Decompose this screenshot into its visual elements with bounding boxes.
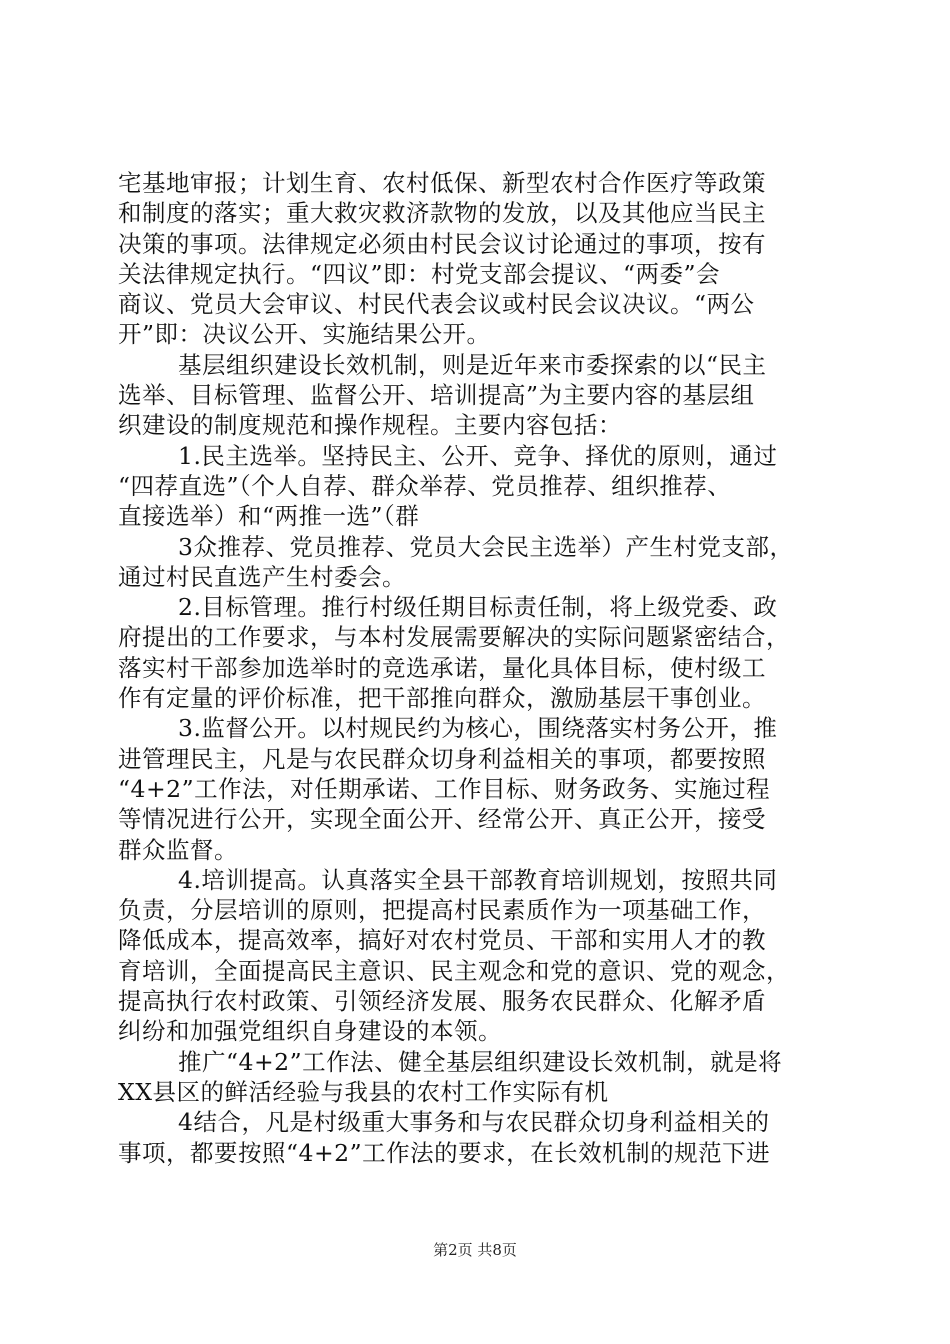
text-line: 决策的事项。法律规定必须由村民会议讨论通过的事项，按有: [118, 229, 766, 258]
text-line: 推广“4+2”工作法、健全基层组织建设长效机制，就是将: [178, 1047, 783, 1076]
text-line: 降低成本，提高效率，搞好对农村党员、干部和实用人才的教: [118, 926, 766, 955]
text-line: 育培训，全面提高民主意识、民主观念和党的意识、党的观念，: [118, 956, 790, 985]
text-line: 织建设的制度规范和操作规程。主要内容包括：: [118, 411, 622, 440]
text-line: 作有定量的评价标准，把干部推向群众，激励基层干事创业。: [118, 684, 766, 713]
text-line: 进管理民主，凡是与农民群众切身利益相关的事项，都要按照: [118, 744, 766, 773]
document-body: [118, 168, 834, 1168]
text-line: “四荐直选”（个人自荐、群众举荐、党员推荐、组织推荐、: [118, 471, 732, 500]
text-line: 3.监督公开。以村规民约为核心，围绕落实村务公开，推: [178, 714, 778, 743]
page-footer: 第2页 共8页: [433, 1241, 517, 1259]
text-line: 通过村民直选产生村委会。: [118, 562, 406, 591]
text-line: 商议、党员大会审议、村民代表会议或村民会议决议。“两公: [118, 290, 755, 319]
text-line: 4.培训提高。认真落实全县干部教育培训规划，按照共同: [178, 865, 778, 894]
text-line: “4+2”工作法，对任期承诺、工作目标、财务政务、实施过程: [118, 774, 771, 803]
text-line: 直接选举）和“两推一选”（群: [118, 502, 420, 531]
text-line: 关法律规定执行。“四议”即：村党支部会提议、“两委”会: [118, 259, 721, 288]
text-line: 4结合，凡是村级重大事务和与农民群众切身利益相关的: [178, 1108, 770, 1137]
text-line: 负责，分层培训的原则，把提高村民素质作为一项基础工作，: [118, 896, 766, 925]
text-line: 群众监督。: [118, 835, 238, 864]
text-line: 等情况进行公开，实现全面公开、经常公开、真正公开，接受: [118, 805, 766, 834]
text-line: 基层组织建设长效机制，则是近年来市委探索的以“民主: [178, 350, 767, 379]
text-line: 3众推荐、党员推荐、党员大会民主选举）产生村党支部，: [178, 532, 794, 561]
text-line: 纠纷和加强党组织自身建设的本领。: [118, 1017, 502, 1046]
text-line: XX县区的鲜活经验与我县的农村工作实际有机: [118, 1077, 609, 1106]
text-line: 提高执行农村政策、引领经济发展、服务农民群众、化解矛盾: [118, 987, 766, 1016]
text-line: 落实村干部参加选举时的竞选承诺，量化具体目标，使村级工: [118, 653, 766, 682]
text-line: 事项，都要按照“4+2”工作法的要求，在长效机制的规范下进: [118, 1138, 771, 1167]
text-line: 和制度的落实；重大救灾救济款物的发放，以及其他应当民主: [118, 199, 766, 228]
text-line: 宅基地审报；计划生育、农村低保、新型农村合作医疗等政策: [118, 169, 766, 197]
text-line: 开”即：决议公开、实施结果公开。: [118, 320, 491, 349]
text-line: 选举、目标管理、监督公开、培训提高”为主要内容的基层组: [118, 381, 755, 410]
text-line: 1.民主选举。坚持民主、公开、竞争、择优的原则，通过: [178, 441, 778, 470]
text-line: 2.目标管理。推行村级任期目标责任制，将上级党委、政: [178, 593, 778, 622]
text-line: 府提出的工作要求，与本村发展需要解决的实际问题紧密结合，: [118, 623, 790, 652]
